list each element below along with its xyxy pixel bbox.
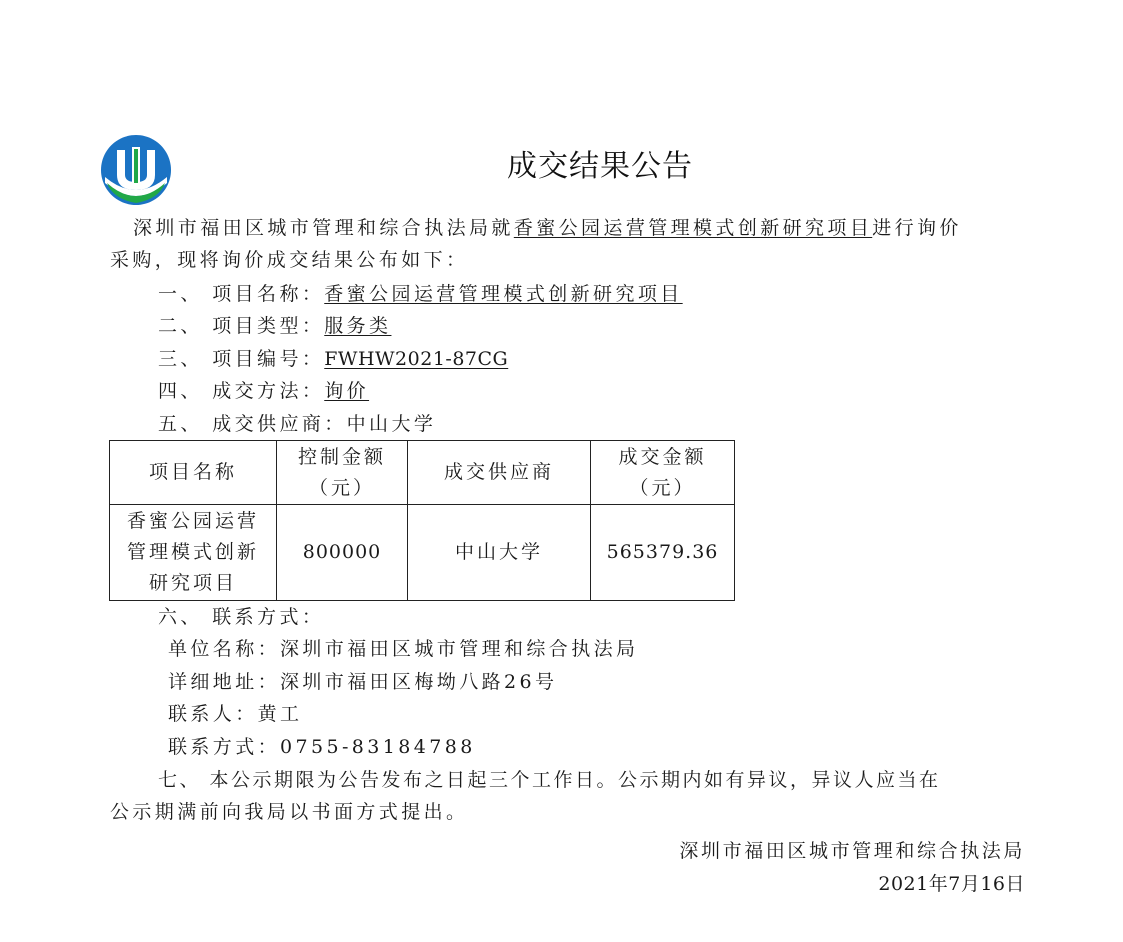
intro-project-name: 香蜜公园运营管理模式创新研究项目 — [513, 217, 873, 239]
item-supplier — [158, 415, 436, 434]
header-budget: 控制金额 （元） — [277, 441, 408, 505]
item-label: 一、 项目名称： — [158, 283, 325, 305]
contact-heading: 六、 联系方式： — [158, 606, 325, 628]
cell-supplier: 中山大学 — [408, 505, 591, 601]
notice-line-2: 公示期满前向我局以书面方式提出。 — [110, 801, 469, 823]
item-value: FWHW2021-87CG — [324, 348, 509, 370]
contact-phone: 联系方式：0755-83184788 — [168, 736, 476, 758]
cell-project-name: 香蜜公园运营 管理模式创新 研究项目 — [110, 505, 277, 601]
contact-address: 详细地址：深圳市福田区梅坳八路26号 — [168, 671, 558, 693]
contact-org: 单位名称：深圳市福田区城市管理和综合执法局 — [168, 638, 639, 660]
contact-person: 联系人：黄工 — [168, 703, 303, 725]
table-header-row — [110, 441, 735, 505]
item-value: 服务类 — [324, 315, 392, 337]
item-label: 五、 成交供应商： — [158, 413, 347, 435]
header-supplier: 成交供应商 — [408, 441, 591, 505]
intro-line-1 — [133, 219, 962, 238]
intro-line-2: 采购，现将询价成交结果公布如下： — [110, 249, 469, 271]
item-label: 四、 成交方法： — [158, 380, 325, 402]
cell-amount: 565379.36 — [591, 505, 735, 601]
page-title: 成交结果公告 — [507, 149, 693, 184]
item-project-name — [158, 285, 683, 304]
item-label: 二、 项目类型： — [158, 315, 325, 337]
notice-line-1: 七、 本公示期限为公告发布之日起三个工作日。公示期内如有异议，异议人应当在 — [158, 769, 941, 791]
header-project-name: 项目名称 — [110, 441, 277, 505]
item-value: 中山大学 — [346, 413, 437, 435]
header-amount: 成交金额 （元） — [591, 441, 735, 505]
intro-prefix: 深圳市福田区城市管理和综合执法局就 — [133, 217, 514, 239]
item-method — [158, 382, 369, 401]
table-row — [110, 505, 735, 601]
intro-suffix: 进行询价 — [872, 217, 962, 239]
result-table — [109, 440, 735, 601]
cell-budget: 800000 — [277, 505, 408, 601]
item-project-number — [158, 350, 508, 369]
signature-date: 2021年7月16日 — [878, 873, 1025, 895]
item-label: 三、 项目编号： — [158, 348, 325, 370]
signature-organization: 深圳市福田区城市管理和综合执法局 — [679, 840, 1025, 862]
item-project-type — [158, 317, 391, 336]
item-value: 香蜜公园运营管理模式创新研究项目 — [324, 283, 683, 305]
item-value: 询价 — [324, 380, 370, 402]
